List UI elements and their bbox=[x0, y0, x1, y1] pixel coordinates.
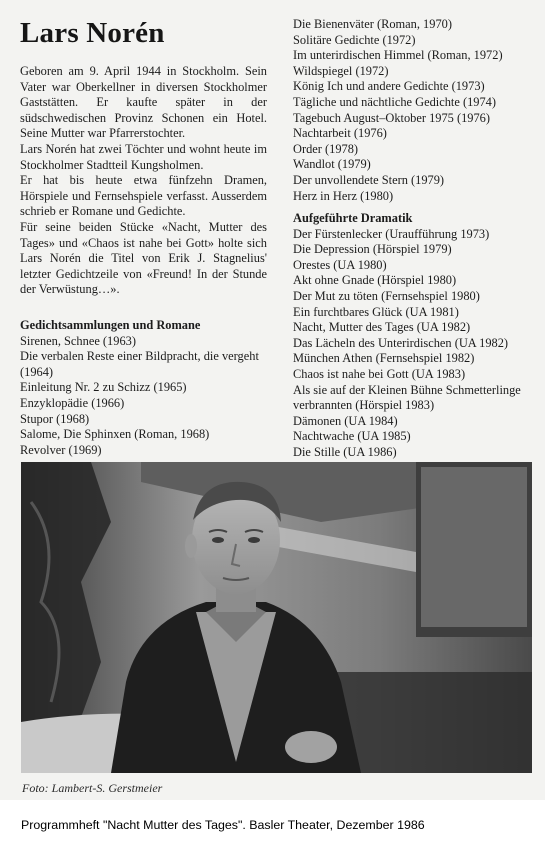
list-item: Im unterirdischen Himmel (Roman, 1972) bbox=[293, 48, 503, 63]
poetry-heading: Gedichtsammlungen und Romane bbox=[20, 318, 201, 332]
list-item: Stupor (1968) bbox=[20, 411, 90, 426]
list-item: Der Fürstenlecker (Uraufführung 1973) bbox=[293, 226, 490, 241]
list-item: Als sie auf der Kleinen Bühne Schmetterlinge verbrannten (Hörspiel 1983) bbox=[293, 382, 521, 413]
list-item: Tagebuch August–Oktober 1975 (1976) bbox=[293, 110, 491, 125]
source-caption: Programmheft "Nacht Mutter des Tages". Basler Theater, Dezember 1986 bbox=[21, 818, 425, 832]
list-item: Akt ohne Gnade (Hörspiel 1980) bbox=[293, 273, 457, 288]
author-photo bbox=[21, 462, 532, 773]
poetry-list-right bbox=[293, 17, 533, 204]
list-item: Wandlot (1979) bbox=[293, 157, 371, 172]
bio-paragraph: Geboren am 9. April 1944 in Stockholm. Sein Vater war Oberkellner in diversen Stockholmer Gaststätten. Er kaufte später in der südschwedischen Provinz Schonen ein Hotel. Seine Mutter war Pfarrerstochter. bbox=[20, 64, 267, 141]
list-item: Chaos ist nahe bei Gott (UA 1983) bbox=[293, 366, 466, 381]
list-item: Der Mut zu töten (Fernsehspiel 1980) bbox=[293, 288, 480, 303]
list-item: Orestes (UA 1980) bbox=[293, 257, 387, 272]
bio-paragraph: Er hat bis heute etwa fünfzehn Dramen, Hörspiele und Fernsehspiele verfasst. Ausserdem schrieb er Romane und Gedichte. bbox=[20, 173, 267, 219]
bio-paragraph: Lars Norén hat zwei Töchter und wohnt heute im Stockholmer Stadtteil Kungsholmen. bbox=[20, 141, 267, 172]
list-item: Nacht, Mutter des Tages (UA 1982) bbox=[293, 320, 471, 335]
list-item: König Ich und andere Gedichte (1973) bbox=[293, 79, 485, 94]
drama-heading: Aufgeführte Dramatik bbox=[293, 211, 413, 225]
list-item: Tägliche und nächtliche Gedichte (1974) bbox=[293, 94, 496, 109]
list-item: München Athen (Fernsehspiel 1982) bbox=[293, 351, 475, 366]
list-item: Ein furchtbares Glück (UA 1981) bbox=[293, 304, 459, 319]
bio-paragraph: Für seine beiden Stücke «Nacht, Mutter des Tages» und «Chaos ist nahe bei Gott» holte sich Lars Norén die Titel von Erik J. Stagnelius' letzter Gedichtzeile von «Freund! In der Stunde der Verwüstung…». bbox=[20, 219, 267, 297]
list-item: Die Bienenväter (Roman, 1970) bbox=[293, 17, 452, 31]
list-item: Die verbalen Reste einer Bildpracht, die vergeht (1964) bbox=[20, 349, 259, 379]
page-title: Lars Norén bbox=[20, 17, 165, 49]
list-item: Nachtwache (UA 1985) bbox=[293, 429, 411, 444]
list-item: Dämonen (UA 1984) bbox=[293, 413, 398, 428]
drama-section bbox=[293, 211, 533, 461]
poetry-continued bbox=[293, 17, 533, 204]
list-item: Die Depression (Hörspiel 1979) bbox=[293, 242, 452, 257]
portrait-illustration bbox=[21, 462, 532, 773]
list-item: Enzyklopädie (1966) bbox=[20, 395, 125, 410]
list-item: Einleitung Nr. 2 zu Schizz (1965) bbox=[20, 380, 187, 395]
list-item: Der unvollendete Stern (1979) bbox=[293, 172, 445, 187]
list-item: Herz in Herz (1980) bbox=[293, 188, 394, 203]
poetry-list-left bbox=[20, 334, 270, 459]
list-item: Salome, Die Sphinxen (Roman, 1968) bbox=[20, 427, 210, 442]
drama-list bbox=[293, 227, 533, 461]
list-item: Solitäre Gedichte (1972) bbox=[293, 32, 416, 47]
photo-credit: Foto: Lambert-S. Gerstmeier bbox=[22, 781, 163, 795]
list-item: Revolver (1969) bbox=[20, 442, 102, 457]
list-item: Die Stille (UA 1986) bbox=[293, 444, 397, 459]
biography bbox=[20, 64, 267, 298]
poetry-section bbox=[20, 318, 270, 458]
list-item: Sirenen, Schnee (1963) bbox=[20, 333, 136, 348]
list-item: Wildspiegel (1972) bbox=[293, 63, 389, 78]
list-item: Das Lächeln des Unterirdischen (UA 1982) bbox=[293, 335, 509, 350]
list-item: Nachtarbeit (1976) bbox=[293, 126, 387, 141]
list-item: Order (1978) bbox=[293, 141, 359, 156]
